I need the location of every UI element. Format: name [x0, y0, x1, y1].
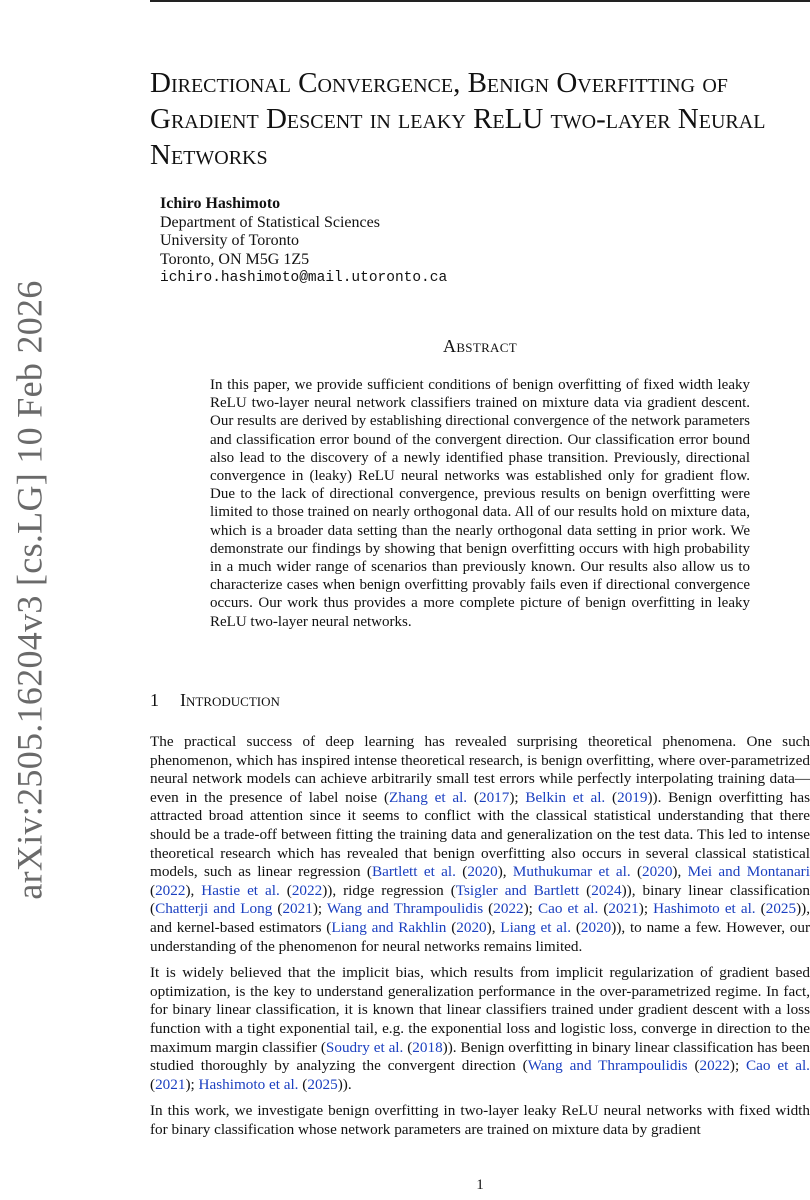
- citation-link[interactable]: Soudry et al.: [325, 1038, 404, 1056]
- text-run: (: [571, 918, 581, 936]
- text-run: (: [403, 1038, 413, 1056]
- intro-paragraph-3: In this work, we investigate benign overfitting in two-layer leaky ReLU neural networks with fixed width for binary classification whose network parameters are trained on mixture data by gradient: [150, 1102, 810, 1138]
- text-run: );: [729, 1057, 747, 1075]
- author-address: Toronto, ON M5G 1Z5: [160, 250, 310, 268]
- text-run: (: [150, 881, 156, 899]
- citation-year-link[interactable]: 2021: [282, 900, 313, 918]
- paper-title: Directional Convergence, Benign Overfitting of Gradient Descent in leaky ReLU two-layer Neural Networks: [150, 67, 766, 171]
- text-run: (: [755, 900, 766, 918]
- citation-year-link[interactable]: 2022: [699, 1057, 730, 1075]
- citation-link[interactable]: Cao et al.: [746, 1057, 810, 1075]
- citation-year-link[interactable]: 2025: [307, 1075, 338, 1093]
- text-run: It is widely believed that the implicit bias, which results from implicit regularization of gradient based optimization, is the key to understand generalization performance in the over-parametrized regime. In fact, for binary linear classification, it is known that linear classifiers trained under gradient descent with a loss function with a tight exponential tail, e.g. the exponential loss and logistic loss, converge in direction to the maximum margin classifier (: [150, 964, 810, 1056]
- citation-year-link[interactable]: 2018: [412, 1038, 443, 1056]
- citation-year-link[interactable]: 2022: [155, 881, 186, 899]
- text-run: )). Benign overfitting has attracted broad attention since it seems to conflict with the classical statistical understanding that there should be a trade-off between fitting the training data and generalization on the test data. This led to intense theoretical research which has revealed that benign overfitting also occurs in several classical statistical models, such as linear regression (: [150, 788, 810, 881]
- citation-link[interactable]: Hashimoto et al.: [198, 1075, 299, 1093]
- citation-link[interactable]: Mei and Montanari: [687, 863, 810, 881]
- citation-link[interactable]: Tsigler and Bartlett: [455, 881, 580, 899]
- citation-link[interactable]: Liang and Rakhlin: [331, 918, 447, 936]
- text-run: );: [312, 900, 327, 918]
- author-name: Ichiro Hashimoto: [160, 195, 281, 212]
- text-run: )), binary linear classification (: [150, 881, 810, 918]
- text-run: (: [605, 788, 618, 806]
- text-run: (: [483, 900, 494, 918]
- citation-year-link[interactable]: 2021: [608, 900, 639, 918]
- citation-link[interactable]: Chatterji and Long: [155, 900, 273, 918]
- text-run: )), and kernel-based estimators (: [150, 900, 810, 936]
- section-number: 1: [150, 690, 159, 710]
- citation-link[interactable]: Muthukumar et al.: [512, 863, 631, 881]
- citation-year-link[interactable]: 2021: [155, 1075, 186, 1093]
- top-rule: [150, 0, 810, 2]
- text-run: );: [523, 900, 538, 918]
- citation-year-link[interactable]: 2022: [493, 900, 524, 918]
- citation-link[interactable]: Hashimoto et al.: [653, 900, 756, 918]
- author-block: [160, 195, 447, 288]
- intro-paragraph-2: [150, 964, 810, 1094]
- text-run: ),: [486, 918, 501, 936]
- citation-link[interactable]: Liang et al.: [500, 918, 572, 936]
- text-run: (: [446, 918, 457, 936]
- text-run: ),: [672, 863, 688, 881]
- author-university: University of Toronto: [160, 232, 300, 249]
- citation-year-link[interactable]: 2020: [456, 918, 487, 936]
- citation-link[interactable]: Zhang et al.: [389, 788, 468, 806]
- citation-link[interactable]: Wang and Thrampoulidis: [527, 1057, 688, 1075]
- section-title: Introduction: [180, 690, 280, 710]
- citation-year-link[interactable]: 2024: [591, 881, 622, 899]
- text-run: (: [598, 900, 609, 918]
- text-run: )), ridge regression (: [322, 881, 456, 899]
- citation-link[interactable]: Cao et al.: [537, 900, 599, 918]
- text-run: );: [185, 1075, 199, 1093]
- arxiv-stamp: arXiv:2505.16204v3 [cs.LG] 10 Feb 2026: [10, 280, 51, 900]
- introduction-body: [150, 733, 810, 1147]
- text-run: )).: [337, 1075, 352, 1093]
- text-run: )). Benign overfitting in binary linear classification has been studied thoroughly by analyzing the convergent direction (: [150, 1038, 810, 1075]
- text-run: The practical success of deep learning has revealed surprising theoretical phenomena. One such phenomenon, which has inspired intense theoretical research, is benign overfitting, where over-parametrized neural network models can achieve arbitrarily small test errors while perfectly interpolating training data—even in the presence of label noise (: [150, 733, 810, 806]
- citation-link[interactable]: Hastie et al.: [201, 881, 280, 899]
- section-heading-introduction: [150, 690, 280, 711]
- citation-year-link[interactable]: 2025: [765, 900, 797, 918]
- author-department: Department of Statistical Sciences: [160, 213, 380, 231]
- citation-year-link[interactable]: 2022: [291, 881, 323, 899]
- abstract-heading: Abstract: [443, 336, 517, 356]
- text-run: (: [579, 881, 592, 899]
- page-number: 1: [476, 1177, 484, 1193]
- text-run: (: [279, 881, 292, 899]
- text-run: (: [272, 900, 283, 918]
- author-email[interactable]: ichiro.hashimoto@mail.utoronto.ca: [160, 270, 448, 286]
- text-run: );: [638, 900, 654, 918]
- citation-year-link[interactable]: 2020: [642, 863, 673, 881]
- citation-year-link[interactable]: 2019: [617, 788, 648, 806]
- arxiv-stamp-container: [0, 280, 60, 900]
- text-run: (: [298, 1075, 308, 1093]
- text-run: )), to name a few. However, our understanding of the phenomenon for neural networks remains limited.: [150, 918, 810, 955]
- text-run: (: [467, 788, 479, 806]
- citation-year-link[interactable]: 2017: [478, 788, 510, 806]
- text-run: (: [630, 863, 643, 881]
- text-run: (: [455, 863, 468, 881]
- text-run: ),: [497, 863, 513, 881]
- text-run: (: [150, 1075, 156, 1093]
- abstract-body: In this paper, we provide sufficient conditions of benign overfitting of fixed width leaky ReLU two-layer neural network classifiers trained on mixture data via gradient descent. Our results are derived by establishing directional convergence of the network parameters and classification error bound of the convergent direction. Our classification error bound also lead to the discovery of a newly identified phase transition. Previously, directional convergence in (leaky) ReLU neural networks was established only for gradient flow. Due to the lack of directional convergence, previous results on benign overfitting were limited to those trained on nearly orthogonal data. All of our results hold on mixture data, which is a broader data setting than the nearly orthogonal data setting in prior work. We demonstrate our findings by showing that benign overfitting occurs with high probability in a much wider range of scenarios than previously known. Our results also allow us to characterize cases when benign overfitting provably fails even if directional convergence occurs. Our work thus provides a more complete picture of benign overfitting in leaky ReLU two-layer neural networks.: [210, 377, 750, 630]
- text-run: );: [509, 788, 526, 806]
- citation-year-link[interactable]: 2020: [580, 918, 612, 936]
- citation-link[interactable]: Belkin et al.: [525, 788, 606, 806]
- citation-year-link[interactable]: 2020: [467, 863, 498, 881]
- citation-link[interactable]: Bartlett et al.: [371, 863, 456, 881]
- citation-link[interactable]: Wang and Thrampoulidis: [326, 900, 484, 918]
- intro-paragraph-1: [150, 733, 810, 956]
- text-run: (: [687, 1057, 700, 1075]
- text-run: ),: [185, 881, 202, 899]
